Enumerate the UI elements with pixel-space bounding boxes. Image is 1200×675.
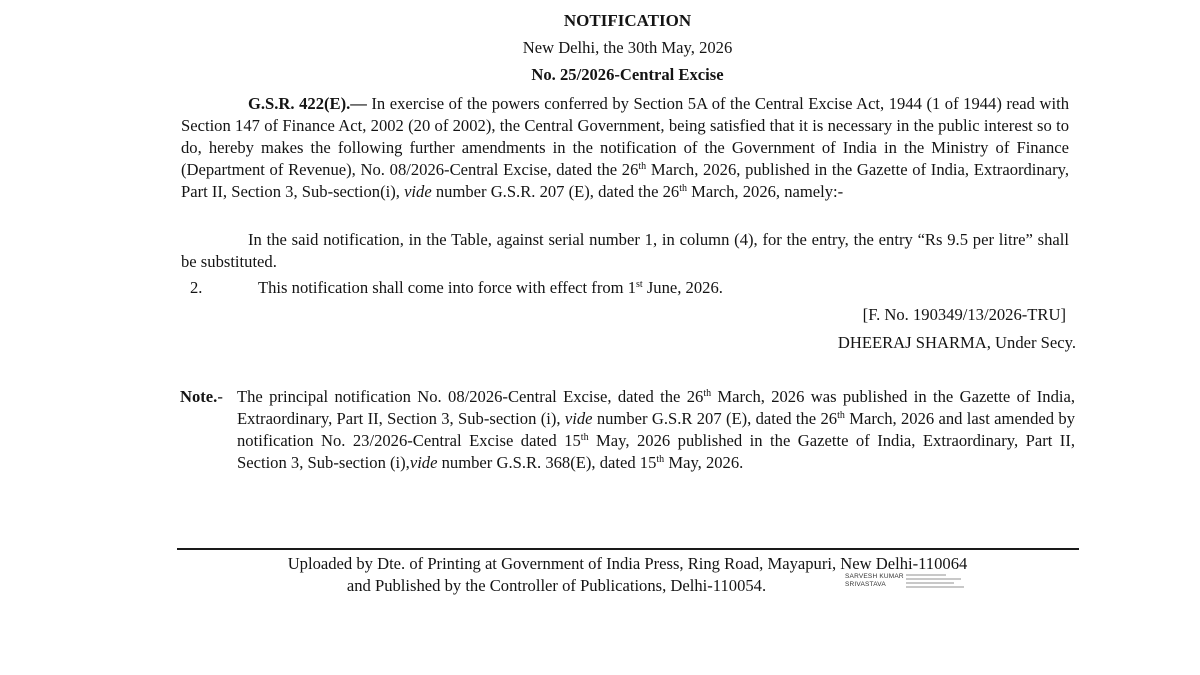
note-text: The principal notification No. 08/2026-Central Excise, dated the 26 (237, 387, 704, 406)
clause-2 (190, 277, 723, 299)
signer-name-line-2: SRIVASTAVA (845, 580, 886, 588)
clause-text: This notification shall come into force with effect from 1 (258, 278, 637, 297)
note-text: May, 2026. (664, 453, 744, 472)
note-label-text: Note. (180, 387, 218, 406)
ordinal-suffix: st (636, 279, 643, 290)
note-text: May, 2026 published in the Gazette of India, Extraordinary, Part II, Section 3, Sub-section (i), (237, 431, 1075, 472)
ordinal-suffix: th (580, 432, 589, 443)
footer (0, 553, 1200, 597)
note-block (180, 386, 1075, 474)
file-number: [F. No. 190349/13/2026-TRU] (862, 305, 1066, 324)
note-label (180, 386, 223, 408)
vide-italic: vide (404, 182, 432, 201)
note-label-dash: - (217, 387, 223, 406)
ordinal-suffix: th (837, 410, 845, 421)
vide-italic: vide (564, 409, 593, 428)
main-paragraph (181, 93, 1069, 203)
ordinal-suffix: th (679, 183, 687, 194)
main-paragraph-text: In exercise of the powers conferred by Section 5A of the Central Excise Act, 1944 (1 of 1944) read with Section 147 of Finance Act, 2002 (20 of 2002), the Central Government, being satisfied that it is necessary in the public interest so to do, hereby makes the following further amendments in the notification of the Government of India in the Ministry of Finance (Department of Revenue), No. 08/2026-Central Excise, dated the 26 (181, 94, 1069, 179)
vide-italic: vide (409, 453, 438, 472)
note-text: number G.S.R. 368(E), dated 15 (437, 453, 657, 472)
notification-number: No. 25/2026-Central Excise (531, 65, 724, 84)
clause-number: 2. (190, 278, 203, 297)
footer-line-2 (0, 575, 1200, 597)
digital-signature-stamp (845, 573, 904, 588)
dateline: New Delhi, the 30th May, 2026 (522, 38, 733, 57)
ordinal-suffix: th (703, 388, 712, 399)
ordinal-suffix: th (638, 161, 647, 172)
amendment-paragraph (181, 229, 1069, 273)
main-paragraph-text: March, 2026, published in the Gazette of India, Extraordinary, Part II, Section 3, Sub-section(i), (181, 160, 1069, 201)
footer-line-2-text: and Published by the Controller of Publications, Delhi-110054. (346, 576, 767, 595)
clause-text: June, 2026. (642, 278, 723, 297)
amendment-text: In the said notification, in the Table, against serial number 1, in column (4), for the entry, the entry “Rs 9.5 per litre” shall be substituted. (181, 230, 1069, 271)
signatory: DHEERAJ SHARMA, Under Secy. (837, 333, 1076, 352)
note-body (237, 386, 1075, 474)
ordinal-suffix: th (656, 454, 665, 465)
note-text: number G.S.R 207 (E), dated the 26 (592, 409, 838, 428)
note-text: March, 2026 and last amended by notification No. 23/2026-Central Excise dated 15 (237, 409, 1075, 450)
main-paragraph-text: number G.S.R. 207 (E), dated the 26 (431, 182, 680, 201)
gsr-lead: G.S.R. 422(E).— (248, 94, 367, 113)
main-paragraph-text: March, 2026, namely:- (686, 182, 844, 201)
notification-title: NOTIFICATION (563, 11, 692, 30)
footer-line-1: Uploaded by Dte. of Printing at Government of India Press, Ring Road, Mayapuri, New Delhi-110064 (287, 554, 968, 573)
footer-divider (177, 548, 1079, 550)
signer-name-line-1: SARVESH KUMAR (845, 573, 904, 580)
signature-details-lines (906, 574, 966, 590)
note-text: March, 2026 was published in the Gazette of India, Extraordinary, Part II, Section 3, Sub-section (i), (237, 387, 1075, 428)
